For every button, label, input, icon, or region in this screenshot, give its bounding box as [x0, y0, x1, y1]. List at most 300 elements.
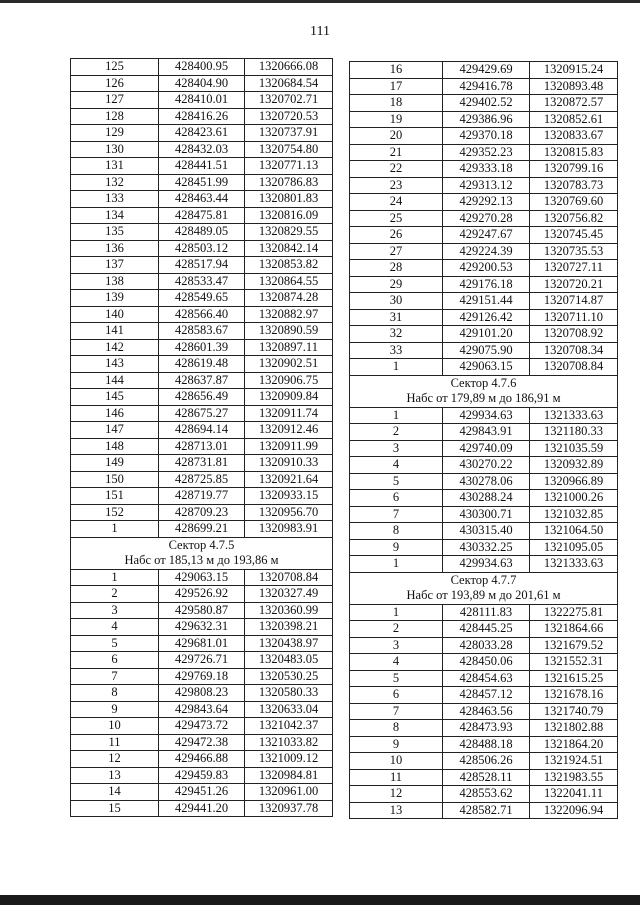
point-number-cell: 23: [350, 177, 443, 194]
table-row: [350, 802, 618, 819]
y-coordinate-cell: 1320890.59: [245, 323, 333, 340]
x-coordinate-cell: 428432.03: [159, 141, 245, 158]
table-row: [350, 293, 618, 310]
y-coordinate-cell: 1320708.84: [530, 359, 618, 376]
table-row: [71, 306, 333, 323]
y-coordinate-cell: 1321679.52: [530, 637, 618, 654]
point-number-cell: 9: [350, 539, 443, 556]
x-coordinate-cell: 429451.26: [159, 784, 245, 801]
coordinates-table-right: [349, 61, 618, 819]
table-row: [71, 108, 333, 125]
table-row: [350, 342, 618, 359]
point-number-cell: 152: [71, 504, 159, 521]
point-number-cell: 9: [350, 736, 443, 753]
point-number-cell: 128: [71, 108, 159, 125]
x-coordinate-cell: 428441.51: [159, 158, 245, 175]
point-number-cell: 10: [71, 718, 159, 735]
x-coordinate-cell: 428694.14: [159, 422, 245, 439]
point-number-cell: 4: [71, 619, 159, 636]
point-number-cell: 3: [71, 602, 159, 619]
point-number-cell: 11: [350, 769, 443, 786]
x-coordinate-cell: 429740.09: [443, 440, 530, 457]
x-coordinate-cell: 429200.53: [443, 260, 530, 277]
table-row: [71, 471, 333, 488]
table-row: [350, 703, 618, 720]
y-coordinate-cell: 1320708.92: [530, 326, 618, 343]
sector-title: Сектор 4.7.6: [350, 375, 618, 391]
table-row: [350, 440, 618, 457]
sector-title-row: [350, 375, 618, 391]
y-coordinate-cell: 1320906.75: [245, 372, 333, 389]
y-coordinate-cell: 1321042.37: [245, 718, 333, 735]
point-number-cell: 17: [350, 78, 443, 95]
x-coordinate-cell: 428601.39: [159, 339, 245, 356]
table-row: [350, 720, 618, 737]
page-number: 111: [310, 24, 330, 39]
x-coordinate-cell: 428566.40: [159, 306, 245, 323]
x-coordinate-cell: 428503.12: [159, 240, 245, 257]
y-coordinate-cell: 1320771.13: [245, 158, 333, 175]
y-coordinate-cell: 1320932.89: [530, 457, 618, 474]
x-coordinate-cell: 429402.52: [443, 95, 530, 112]
table-row: [350, 359, 618, 376]
table-row: [350, 539, 618, 556]
table-row: [350, 161, 618, 178]
x-coordinate-cell: 428528.11: [443, 769, 530, 786]
y-coordinate-cell: 1320769.60: [530, 194, 618, 211]
point-number-cell: 7: [350, 506, 443, 523]
point-number-cell: 129: [71, 125, 159, 142]
table-row: [71, 784, 333, 801]
y-coordinate-cell: 1320702.71: [245, 92, 333, 109]
point-number-cell: 8: [350, 720, 443, 737]
table-row: [71, 586, 333, 603]
x-coordinate-cell: 429270.28: [443, 210, 530, 227]
x-coordinate-cell: 428506.26: [443, 753, 530, 770]
point-number-cell: 1: [71, 521, 159, 538]
y-coordinate-cell: 1320737.91: [245, 125, 333, 142]
y-coordinate-cell: 1320708.34: [530, 342, 618, 359]
x-coordinate-cell: 428423.61: [159, 125, 245, 142]
point-number-cell: 1: [350, 407, 443, 424]
x-coordinate-cell: 428637.87: [159, 372, 245, 389]
point-number-cell: 15: [71, 800, 159, 817]
x-coordinate-cell: 429429.69: [443, 62, 530, 79]
point-number-cell: 30: [350, 293, 443, 310]
x-coordinate-cell: 429063.15: [159, 569, 245, 586]
point-number-cell: 20: [350, 128, 443, 145]
table-row: [71, 273, 333, 290]
table-row: [350, 210, 618, 227]
point-number-cell: 1: [350, 359, 443, 376]
table-row: [350, 194, 618, 211]
table-row: [71, 389, 333, 406]
table-row: [71, 125, 333, 142]
y-coordinate-cell: 1320966.89: [530, 473, 618, 490]
table-row: [350, 687, 618, 704]
y-coordinate-cell: 1321864.20: [530, 736, 618, 753]
point-number-cell: 137: [71, 257, 159, 274]
table-row: [350, 523, 618, 540]
x-coordinate-cell: 430270.22: [443, 457, 530, 474]
x-coordinate-cell: 428410.01: [159, 92, 245, 109]
x-coordinate-cell: 428111.83: [443, 604, 530, 621]
y-coordinate-cell: 1320720.21: [530, 276, 618, 293]
y-coordinate-cell: 1321064.50: [530, 523, 618, 540]
y-coordinate-cell: 1320910.33: [245, 455, 333, 472]
y-coordinate-cell: 1321802.88: [530, 720, 618, 737]
table-row: [350, 424, 618, 441]
y-coordinate-cell: 1320783.73: [530, 177, 618, 194]
y-coordinate-cell: 1320799.16: [530, 161, 618, 178]
y-coordinate-cell: 1321333.63: [530, 556, 618, 573]
point-number-cell: 126: [71, 75, 159, 92]
point-number-cell: 2: [71, 586, 159, 603]
x-coordinate-cell: 430278.06: [443, 473, 530, 490]
x-coordinate-cell: 428517.94: [159, 257, 245, 274]
x-coordinate-cell: 429416.78: [443, 78, 530, 95]
table-row: [71, 339, 333, 356]
x-coordinate-cell: 430300.71: [443, 506, 530, 523]
table-row: [350, 457, 618, 474]
point-number-cell: 31: [350, 309, 443, 326]
table-row: [71, 75, 333, 92]
point-number-cell: 5: [350, 670, 443, 687]
table-row: [350, 769, 618, 786]
table-row: [71, 207, 333, 224]
y-coordinate-cell: 1320398.21: [245, 619, 333, 636]
y-coordinate-cell: 1321180.33: [530, 424, 618, 441]
table-row: [71, 767, 333, 784]
x-coordinate-cell: 428731.81: [159, 455, 245, 472]
y-coordinate-cell: 1321924.51: [530, 753, 618, 770]
sector-range-row: [350, 391, 618, 407]
x-coordinate-cell: 429472.38: [159, 734, 245, 751]
y-coordinate-cell: 1320580.33: [245, 685, 333, 702]
table-row: [350, 95, 618, 112]
y-coordinate-cell: 1320909.84: [245, 389, 333, 406]
point-number-cell: 132: [71, 174, 159, 191]
y-coordinate-cell: 1321678.16: [530, 687, 618, 704]
table-row: [71, 504, 333, 521]
table-row: [71, 372, 333, 389]
y-coordinate-cell: 1320327.49: [245, 586, 333, 603]
point-number-cell: 125: [71, 59, 159, 76]
x-coordinate-cell: 429151.44: [443, 293, 530, 310]
sector-range-row: [350, 588, 618, 604]
y-coordinate-cell: 1322275.81: [530, 604, 618, 621]
y-coordinate-cell: 1322041.11: [530, 786, 618, 803]
scan-top-edge: [0, 0, 640, 3]
point-number-cell: 135: [71, 224, 159, 241]
table-row: [71, 569, 333, 586]
table-row: [350, 637, 618, 654]
point-number-cell: 27: [350, 243, 443, 260]
point-number-cell: 16: [350, 62, 443, 79]
table-row: [71, 668, 333, 685]
x-coordinate-cell: 429075.90: [443, 342, 530, 359]
point-number-cell: 148: [71, 438, 159, 455]
x-coordinate-cell: 430315.40: [443, 523, 530, 540]
point-number-cell: 33: [350, 342, 443, 359]
point-number-cell: 147: [71, 422, 159, 439]
y-coordinate-cell: 1320684.54: [245, 75, 333, 92]
y-coordinate-cell: 1321009.12: [245, 751, 333, 768]
x-coordinate-cell: 429769.18: [159, 668, 245, 685]
point-number-cell: 21: [350, 144, 443, 161]
y-coordinate-cell: 1320915.24: [530, 62, 618, 79]
x-coordinate-cell: 429808.23: [159, 685, 245, 702]
x-coordinate-cell: 428533.47: [159, 273, 245, 290]
table-row: [71, 422, 333, 439]
x-coordinate-cell: 428454.63: [443, 670, 530, 687]
y-coordinate-cell: 1321095.05: [530, 539, 618, 556]
table-row: [350, 111, 618, 128]
y-coordinate-cell: 1320745.45: [530, 227, 618, 244]
y-coordinate-cell: 1320902.51: [245, 356, 333, 373]
x-coordinate-cell: 429063.15: [443, 359, 530, 376]
y-coordinate-cell: 1321552.31: [530, 654, 618, 671]
x-coordinate-cell: 430332.25: [443, 539, 530, 556]
x-coordinate-cell: 428619.48: [159, 356, 245, 373]
table-row: [71, 356, 333, 373]
x-coordinate-cell: 428445.25: [443, 621, 530, 638]
table-row: [71, 619, 333, 636]
y-coordinate-cell: 1320864.55: [245, 273, 333, 290]
y-coordinate-cell: 1321615.25: [530, 670, 618, 687]
x-coordinate-cell: 429843.91: [443, 424, 530, 441]
point-number-cell: 6: [350, 490, 443, 507]
y-coordinate-cell: 1321032.85: [530, 506, 618, 523]
y-coordinate-cell: 1320829.55: [245, 224, 333, 241]
x-coordinate-cell: 428488.18: [443, 736, 530, 753]
point-number-cell: 13: [350, 802, 443, 819]
x-coordinate-cell: 428549.65: [159, 290, 245, 307]
x-coordinate-cell: 429526.92: [159, 586, 245, 603]
table-row: [71, 635, 333, 652]
point-number-cell: 26: [350, 227, 443, 244]
table-row: [71, 751, 333, 768]
point-number-cell: 19: [350, 111, 443, 128]
point-number-cell: 18: [350, 95, 443, 112]
table-row: [350, 78, 618, 95]
y-coordinate-cell: 1320893.48: [530, 78, 618, 95]
point-number-cell: 2: [350, 424, 443, 441]
table-row: [350, 243, 618, 260]
x-coordinate-cell: 429466.88: [159, 751, 245, 768]
y-coordinate-cell: 1320360.99: [245, 602, 333, 619]
point-number-cell: 138: [71, 273, 159, 290]
table-row: [350, 227, 618, 244]
point-number-cell: 3: [350, 440, 443, 457]
x-coordinate-cell: 429934.63: [443, 407, 530, 424]
y-coordinate-cell: 1320756.82: [530, 210, 618, 227]
table-row: [350, 556, 618, 573]
point-number-cell: 6: [350, 687, 443, 704]
point-number-cell: 143: [71, 356, 159, 373]
x-coordinate-cell: 429473.72: [159, 718, 245, 735]
table-row: [350, 621, 618, 638]
sector-title-row: [350, 572, 618, 588]
point-number-cell: 151: [71, 488, 159, 505]
point-number-cell: 2: [350, 621, 443, 638]
x-coordinate-cell: 428404.90: [159, 75, 245, 92]
x-coordinate-cell: 429247.67: [443, 227, 530, 244]
table-row: [71, 488, 333, 505]
table-row: [350, 144, 618, 161]
point-number-cell: 1: [71, 569, 159, 586]
point-number-cell: 139: [71, 290, 159, 307]
y-coordinate-cell: 1320872.57: [530, 95, 618, 112]
table-row: [71, 158, 333, 175]
point-number-cell: 10: [350, 753, 443, 770]
point-number-cell: 3: [350, 637, 443, 654]
y-coordinate-cell: 1320921.64: [245, 471, 333, 488]
y-coordinate-cell: 1321864.66: [530, 621, 618, 638]
sector-title: Сектор 4.7.7: [350, 572, 618, 588]
x-coordinate-cell: 428463.44: [159, 191, 245, 208]
table-row: [350, 490, 618, 507]
sector-title-row: [71, 537, 333, 553]
y-coordinate-cell: 1320816.09: [245, 207, 333, 224]
table-row: [350, 407, 618, 424]
x-coordinate-cell: 429934.63: [443, 556, 530, 573]
point-number-cell: 140: [71, 306, 159, 323]
x-coordinate-cell: 428033.28: [443, 637, 530, 654]
sector-title: Сектор 4.7.5: [71, 537, 333, 553]
table-row: [350, 276, 618, 293]
table-row: [350, 736, 618, 753]
y-coordinate-cell: 1320897.11: [245, 339, 333, 356]
x-coordinate-cell: 428699.21: [159, 521, 245, 538]
point-number-cell: 127: [71, 92, 159, 109]
point-number-cell: 131: [71, 158, 159, 175]
y-coordinate-cell: 1321333.63: [530, 407, 618, 424]
y-coordinate-cell: 1320937.78: [245, 800, 333, 817]
x-coordinate-cell: 428719.77: [159, 488, 245, 505]
point-number-cell: 12: [71, 751, 159, 768]
y-coordinate-cell: 1320666.08: [245, 59, 333, 76]
point-number-cell: 13: [71, 767, 159, 784]
y-coordinate-cell: 1320961.00: [245, 784, 333, 801]
point-number-cell: 130: [71, 141, 159, 158]
point-number-cell: 12: [350, 786, 443, 803]
table-row: [71, 59, 333, 76]
table-row: [71, 240, 333, 257]
x-coordinate-cell: 429352.23: [443, 144, 530, 161]
y-coordinate-cell: 1320633.04: [245, 701, 333, 718]
x-coordinate-cell: 428416.26: [159, 108, 245, 125]
y-coordinate-cell: 1321983.55: [530, 769, 618, 786]
y-coordinate-cell: 1320438.97: [245, 635, 333, 652]
point-number-cell: 146: [71, 405, 159, 422]
point-number-cell: 24: [350, 194, 443, 211]
point-number-cell: 149: [71, 455, 159, 472]
x-coordinate-cell: 428475.81: [159, 207, 245, 224]
y-coordinate-cell: 1320842.14: [245, 240, 333, 257]
x-coordinate-cell: 429292.13: [443, 194, 530, 211]
x-coordinate-cell: 429681.01: [159, 635, 245, 652]
table-row: [71, 438, 333, 455]
y-coordinate-cell: 1320786.83: [245, 174, 333, 191]
y-coordinate-cell: 1320801.83: [245, 191, 333, 208]
table-row: [350, 786, 618, 803]
y-coordinate-cell: 1320911.74: [245, 405, 333, 422]
table-row: [350, 654, 618, 671]
y-coordinate-cell: 1320708.84: [245, 569, 333, 586]
point-number-cell: 32: [350, 326, 443, 343]
table-row: [350, 177, 618, 194]
x-coordinate-cell: 428463.56: [443, 703, 530, 720]
table-row: [350, 604, 618, 621]
y-coordinate-cell: 1320714.87: [530, 293, 618, 310]
x-coordinate-cell: 428450.06: [443, 654, 530, 671]
y-coordinate-cell: 1320754.80: [245, 141, 333, 158]
table-row: [71, 455, 333, 472]
point-number-cell: 144: [71, 372, 159, 389]
point-number-cell: 25: [350, 210, 443, 227]
point-number-cell: 145: [71, 389, 159, 406]
point-number-cell: 8: [350, 523, 443, 540]
x-coordinate-cell: 428583.67: [159, 323, 245, 340]
y-coordinate-cell: 1320711.10: [530, 309, 618, 326]
x-coordinate-cell: 428457.12: [443, 687, 530, 704]
x-coordinate-cell: 429441.20: [159, 800, 245, 817]
coordinates-table-left: [70, 58, 333, 817]
table-row: [71, 701, 333, 718]
point-number-cell: 134: [71, 207, 159, 224]
y-coordinate-cell: 1320815.83: [530, 144, 618, 161]
y-coordinate-cell: 1321000.26: [530, 490, 618, 507]
point-number-cell: 29: [350, 276, 443, 293]
x-coordinate-cell: 429176.18: [443, 276, 530, 293]
point-number-cell: 6: [71, 652, 159, 669]
sector-range-row: [71, 553, 333, 569]
table-row: [71, 141, 333, 158]
y-coordinate-cell: 1321033.82: [245, 734, 333, 751]
table-row: [350, 753, 618, 770]
y-coordinate-cell: 1320983.91: [245, 521, 333, 538]
y-coordinate-cell: 1320530.25: [245, 668, 333, 685]
table-row: [71, 405, 333, 422]
table-row: [71, 800, 333, 817]
sector-range: Набс от 179,89 м до 186,91 м: [350, 391, 618, 407]
x-coordinate-cell: 428489.05: [159, 224, 245, 241]
x-coordinate-cell: 429370.18: [443, 128, 530, 145]
table-row: [71, 174, 333, 191]
x-coordinate-cell: 429843.64: [159, 701, 245, 718]
y-coordinate-cell: 1322096.94: [530, 802, 618, 819]
point-number-cell: 9: [71, 701, 159, 718]
y-coordinate-cell: 1320720.53: [245, 108, 333, 125]
point-number-cell: 28: [350, 260, 443, 277]
point-number-cell: 1: [350, 604, 443, 621]
table-row: [350, 473, 618, 490]
point-number-cell: 5: [350, 473, 443, 490]
x-coordinate-cell: 429101.20: [443, 326, 530, 343]
x-coordinate-cell: 428451.99: [159, 174, 245, 191]
y-coordinate-cell: 1320853.82: [245, 257, 333, 274]
table-row: [71, 323, 333, 340]
x-coordinate-cell: 429459.83: [159, 767, 245, 784]
y-coordinate-cell: 1320933.15: [245, 488, 333, 505]
point-number-cell: 4: [350, 654, 443, 671]
x-coordinate-cell: 429726.71: [159, 652, 245, 669]
x-coordinate-cell: 429580.87: [159, 602, 245, 619]
y-coordinate-cell: 1321740.79: [530, 703, 618, 720]
x-coordinate-cell: 428656.49: [159, 389, 245, 406]
y-coordinate-cell: 1320911.99: [245, 438, 333, 455]
